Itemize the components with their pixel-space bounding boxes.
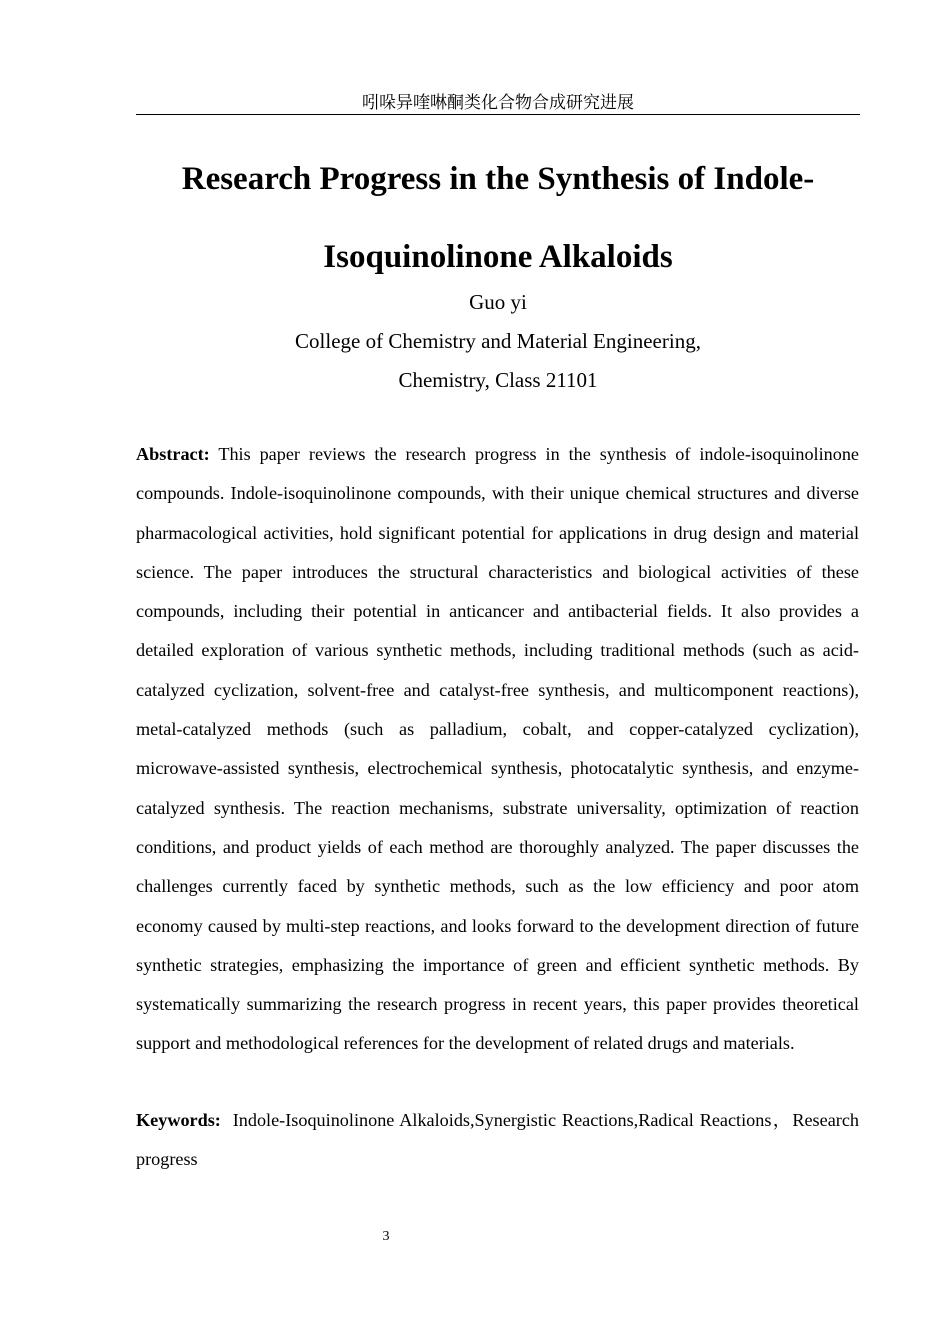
affiliation-line-1: College of Chemistry and Material Engineering, — [295, 329, 701, 353]
header-rule — [136, 114, 860, 115]
running-header: 吲哚异喹啉酮类化合物合成研究进展 — [362, 93, 634, 113]
keywords-label: Keywords: — [136, 1110, 221, 1130]
abstract-text: This paper reviews the research progress in the synthesis of indole-isoquinolinone compounds. Indole-isoquinolinone compounds, with their unique chemical structures and diverse pharmacological activities, hold significant potential for applications in drug design and material science. The paper introduces the structural characteristics and biological activities of these compounds, including their potential in anticancer and antibacterial fields. It also provides a detailed exploration of various synthetic methods, including traditional methods (such as acid-catalyzed cyclization, solvent-free and catalyst-free synthesis, and multicomponent reactions), metal-catalyzed methods (such as palladium, cobalt, and copper-catalyzed cyclization), microwave-assisted synthesis, electrochemical synthesis, photocatalytic synthesis, and enzyme-catalyzed synthesis. The reaction mechanisms, substrate universality, optimization of reaction conditions, and product yields of each method are thoroughly analyzed. The paper discusses the challenges currently faced by synthetic methods, such as the low efficiency and poor atom economy caused by multi-step reactions, and looks forward to the development direction of future synthetic strategies, emphasizing the importance of green and efficient synthetic methods. By systematically summarizing the research progress in recent years, this paper provides theoretical support and methodological references for the development of related drugs and materials. — [136, 444, 860, 1054]
abstract-paragraph — [136, 435, 859, 1064]
keywords-text: Indole-Isoquinolinone Alkaloids,Synergistic Reactions,Radical Reactions，Research progress — [136, 1110, 859, 1170]
abstract-label: Abstract: — [136, 444, 210, 464]
paper-title-line-2: Isoquinolinone Alkaloids — [323, 239, 673, 275]
affiliation-line-2: Chemistry, Class 21101 — [398, 368, 598, 392]
page-number: 3 — [382, 1229, 390, 1244]
keywords-paragraph — [136, 1101, 859, 1180]
author-name: Guo yi — [469, 290, 527, 314]
paper-title — [120, 140, 876, 296]
author-block — [136, 283, 860, 400]
paper-title-line-1: Research Progress in the Synthesis of Indole- — [181, 161, 815, 197]
